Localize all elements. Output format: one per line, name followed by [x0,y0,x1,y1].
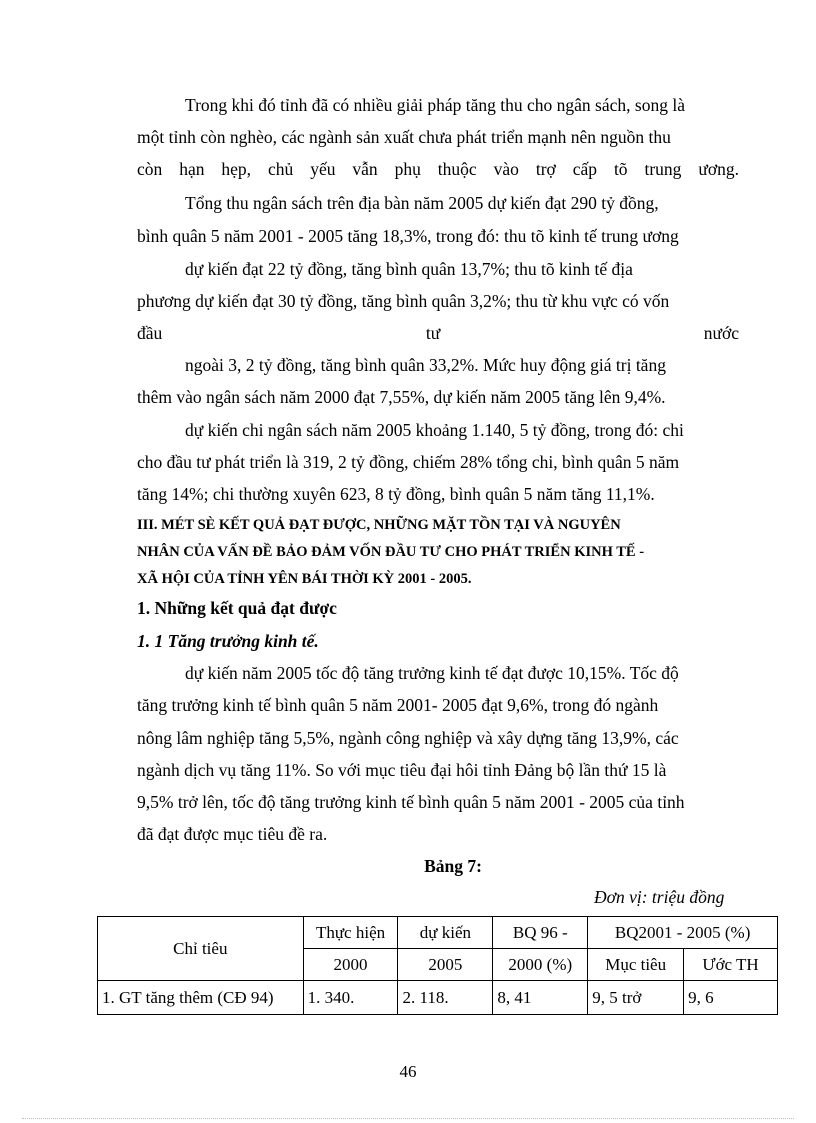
cell-chi-tieu: 1. GT tăng thêm (CĐ 94) [98,981,304,1015]
header-bq96: BQ 96 - [493,917,588,949]
section-heading-line: XÃ HỘI CỦA TỈNH YÊN BÁI THỜI KỲ 2001 - 2005. [137,571,472,587]
table-unit: Đơn vị: triệu đồng [594,887,725,907]
paragraph-line: dự kiến năm 2005 tốc độ tăng trưởng kinh tế đạt được 10,15%. Tốc độ [185,663,679,683]
section-heading-line: NHÂN CỦA VẤN ĐỀ BẢO ĐẢM VỐN ĐẦU TƯ CHO PHÁT TRIỂN KINH TẾ - [137,544,645,560]
paragraph-line-spread [137,322,739,344]
paragraph-line: phương dự kiến đạt 30 tỷ đồng, tăng bình quân 3,2%; thu từ khu vực có vốn [137,291,670,311]
cell-bq96: 8, 41 [493,981,588,1015]
paragraph-line: ngoài 3, 2 tỷ đồng, tăng bình quân 33,2%. Mức huy động giá trị tăng [185,355,666,375]
paragraph-line: thêm vào ngân sách năm 2000 đạt 7,55%, dự kiến năm 2005 tăng lên 9,4%. [137,387,666,407]
header-bq2001: BQ2001 - 2005 (%) [588,917,778,949]
paragraph-line: bình quân 5 năm 2001 - 2005 tăng 18,3%, trong đó: thu tõ kinh tế trung ương [137,226,679,246]
paragraph-line: còn hạn hẹp, chủ yếu vẫn phụ thuộc vào trợ cấp tõ trung ương. [137,159,739,179]
header-bq96-unit: 2000 (%) [493,949,588,981]
subsection-heading: 1. Những kết quả đạt được [137,598,337,618]
header-du-kien: dự kiến [398,917,493,949]
table-caption: Bảng 7: [424,856,482,876]
word: đầu [137,323,163,343]
paragraph-line: một tỉnh còn nghèo, các ngành sản xuất chưa phát triển mạnh nên nguồn thu [137,127,671,147]
word: nước [703,323,739,343]
paragraph-line: Tổng thu ngân sách trên địa bàn năm 2005 dự kiến đạt 290 tỷ đồng, [185,193,659,213]
paragraph-line: cho đầu tư phát triển là 319, 2 tỷ đồng, chiếm 28% tổng chi, bình quân 5 năm [137,452,680,472]
paragraph-line: dự kiến đạt 22 tỷ đồng, tăng bình quân 13,7%; thu tõ kinh tế địa [185,259,633,279]
paragraph-line: 9,5% trở lên, tốc độ tăng trưởng kinh tế bình quân 5 năm 2001 - 2005 của tỉnh [137,792,685,812]
header-du-kien-year: 2005 [398,949,493,981]
header-chi-tieu: Chỉ tiêu [98,917,304,981]
paragraph-line: tăng trưởng kinh tế bình quân 5 năm 2001- 2005 đạt 9,6%, trong đó ngành [137,695,659,715]
header-thuc-hien: Thực hiện [303,917,398,949]
word: tư [425,323,441,343]
data-table [97,916,778,1015]
cell-du-kien: 2. 118. [398,981,493,1015]
table-row [98,981,778,1015]
paragraph-line: dự kiến chi ngân sách năm 2005 khoảng 1.140, 5 tỷ đồng, trong đó: chi [185,420,684,440]
subsubsection-heading: 1. 1 Tăng trưởng kinh tế. [137,631,319,651]
page-number: 46 [399,1062,417,1081]
cell-thuc-hien: 1. 340. [303,981,398,1015]
paragraph-line: Trong khi đó tỉnh đã có nhiều giải pháp tăng thu cho ngân sách, song là [185,95,685,115]
header-thuc-hien-year: 2000 [303,949,398,981]
paragraph-line: tăng 14%; chi thường xuyên 623, 8 tỷ đồng, bình quân 5 năm tăng 11,1%. [137,484,655,504]
cell-uoc-th: 9, 6 [684,981,778,1015]
paragraph-line: ngành dịch vụ tăng 11%. So với mục tiêu đại hôi tỉnh Đảng bộ lần thứ 15 là [137,760,667,780]
paragraph-line: nông lâm nghiệp tăng 5,5%, ngành công nghiệp và xây dựng tăng 13,9%, các [137,728,679,748]
header-muc-tieu: Mục tiêu [588,949,684,981]
header-uoc-th: Ước TH [684,949,778,981]
paragraph-line: đã đạt được mục tiêu đề ra. [137,824,328,844]
footer-divider [22,1118,794,1119]
cell-muc-tieu: 9, 5 trở [588,981,684,1015]
section-heading-line: III. MÉT SÈ KẾT QUẢ ĐẠT ĐƯỢC, NHỮNG MẶT TỒN TẠI VÀ NGUYÊN [137,517,621,533]
